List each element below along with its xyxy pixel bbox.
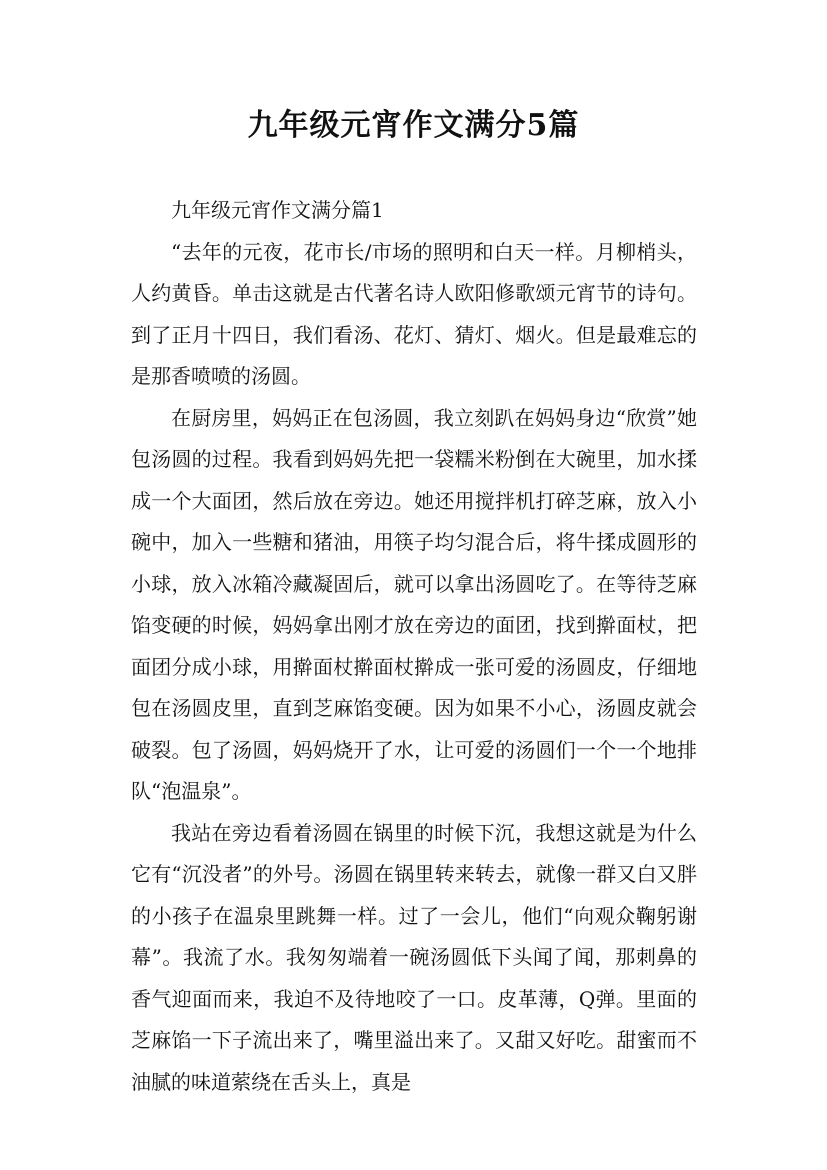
paragraph-1: “去年的元夜，花市长/市场的照明和白天一样。月柳梢头，人约黄昏。单击这就是古代著名诗人欧阳修歌颂元宵节的诗句。到了正月十四日，我们看汤、花灯、猜灯、烟火。但是最难忘的是那香喷喷的汤圆。 [131, 239, 697, 388]
document-body [131, 190, 697, 1103]
document-title: 九年级元宵作文满分5篇 [247, 108, 580, 143]
paragraph-3: 我站在旁边看着汤圆在锅里的时候下沉，我想这就是为什么它有“沉没者”的外号。汤圆在锅里转来转去，就像一群又白又胖的小孩子在温泉里跳舞一样。过了一会儿，他们“向观众鞠躬谢幕”。我流了水。我匆匆端着一碗汤圆低下头闻了闻，那刺鼻的香气迎面而来，我迫不及待地咬了一口。皮革薄，Q弹。里面的芝麻馅一下子流出来了，嘴里溢出来了。又甜又好吃。甜蜜而不油腻的味道萦绕在舌头上，真是 [131, 820, 697, 1094]
essay-heading: 九年级元宵作文满分篇1 [171, 198, 384, 222]
paragraph-2: 在厨房里，妈妈正在包汤圆，我立刻趴在妈妈身边“欣赏”她包汤圆的过程。我看到妈妈先把一袋糯米粉倒在大碗里，加水揉成一个大面团，然后放在旁边。她还用搅拌机打碎芝麻，放入小碗中，加入一些糖和猪油，用筷子均匀混合后，将牛揉成圆形的小球，放入冰箱冷藏凝固后，就可以拿出汤圆吃了。在等待芝麻馅变硬的时候，妈妈拿出刚才放在旁边的面团，找到擀面杖，把面团分成小球，用擀面杖擀面杖擀成一张可爱的汤圆皮，仔细地包在汤圆皮里，直到芝麻馅变硬。因为如果不小心，汤圆皮就会破裂。包了汤圆，妈妈烧开了水，让可爱的汤圆们一个一个地排队“泡温泉”。 [131, 405, 697, 803]
